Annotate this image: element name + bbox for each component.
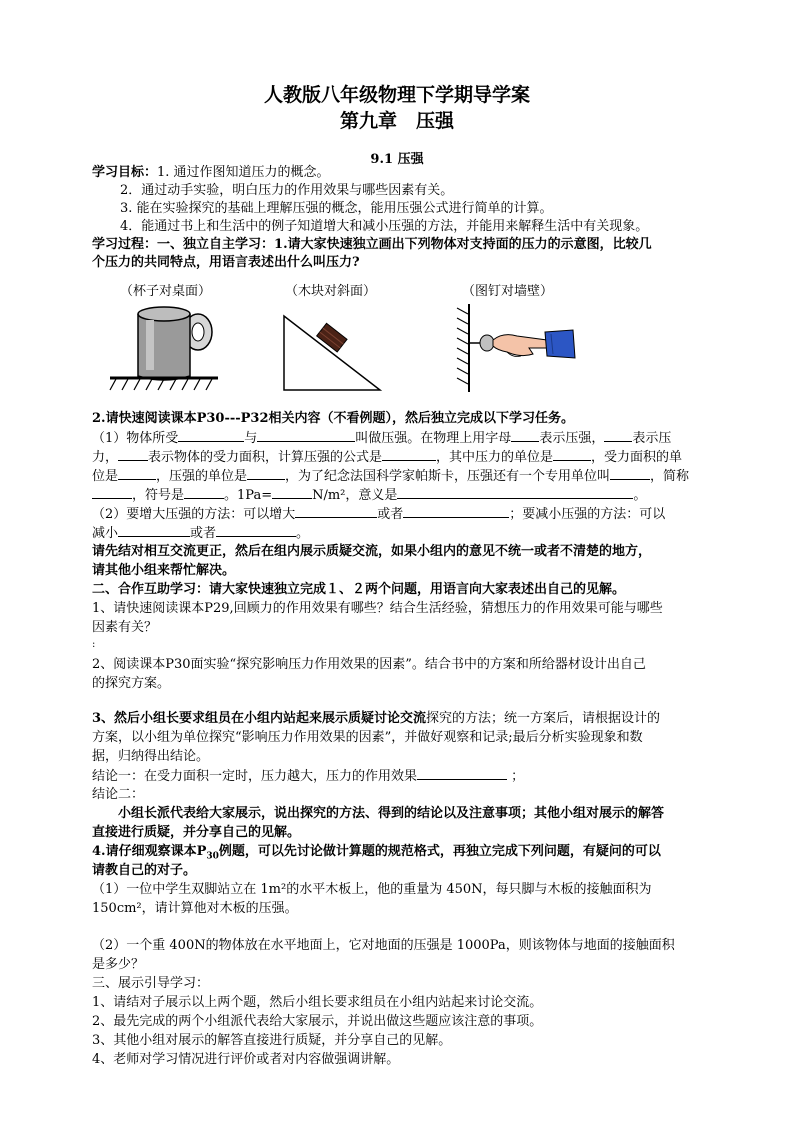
chapter-title: 第九章 压强 — [339, 110, 454, 132]
blank-input[interactable] — [257, 429, 355, 442]
process-label: 学习过程： — [92, 237, 158, 252]
section-title: 9.1 压强 — [370, 152, 424, 167]
part3-item-1: 1、请结对子展示以上两个题，然后小组长要求组员在小组内站起来讨论交流。 — [92, 995, 543, 1010]
q4-line-2: 请教自己的对子。 — [92, 863, 197, 878]
q4-page-sub: 30 — [206, 851, 219, 862]
process-q1-line-2: 个压力的共同特点，用语言表述出什么叫压力? — [92, 255, 360, 270]
blank-input[interactable] — [216, 524, 296, 537]
calc1-line-1: （1）一位中学生双脚站立在 1m²的水平木板上，他的重量为 450N，每只脚与木板的接触面积为 — [92, 882, 652, 897]
part2-title: 二、合作互助学习：请大家快速独立完成１、２两个问题，用语言向大家表述出自己的见解。 — [92, 582, 626, 597]
conclusion-1 — [92, 767, 524, 786]
blank-input[interactable] — [610, 467, 650, 480]
fill1-text: ，简称 — [650, 469, 690, 484]
blank-input[interactable] — [397, 486, 633, 499]
p2q3-bold: 3、然后小组长要求组员在小组内站起来展示质疑讨论交流 — [92, 711, 427, 726]
calc1-line-2: 150cm²，请计算他对木板的压强。 — [92, 901, 298, 916]
p2q1-line-1: 1、请快速阅读课本P29,回顾力的作用效果有哪些？结合生活经验，猜想压力的作用效果可能与哪些 — [92, 601, 663, 616]
fill1-text: 表示压 — [632, 431, 672, 446]
fill2-text: 减小 — [92, 526, 119, 541]
fill2-text: ；要减小压强的方法：可以 — [509, 507, 666, 522]
p2q3-line-1 — [92, 710, 660, 728]
calc2-line-2: 是多少？ — [92, 957, 145, 972]
blank-input[interactable] — [553, 448, 591, 461]
thumbtack-figure — [455, 302, 580, 394]
part3-title: 三、展示引导学习： — [92, 976, 210, 991]
blank-input[interactable] — [272, 486, 312, 499]
q2-title: 2.请快速阅读课本P30---P32相关内容（不看例题），然后独立完成以下学习任务。 — [92, 411, 574, 426]
goal-line-1 — [92, 164, 330, 182]
goal-2: 2．通过动手实验，明白压力的作用效果与哪些因素有关。 — [120, 183, 454, 198]
blank-input[interactable] — [417, 767, 507, 780]
conclusion-1-text: 结论一：在受力面积一定时，压力越大，压力的作用效果 — [92, 769, 418, 784]
conclusion-1-end: ； — [511, 769, 525, 784]
part1-title: 一、独立自主学习： — [157, 237, 275, 252]
note-line-2: 请其他小组来帮忙解决。 — [92, 563, 236, 578]
fill2-text: 。 — [296, 526, 310, 541]
fill1-text: N/m²，意义是 — [312, 488, 398, 503]
caption-pin: （图钉对墙壁） — [462, 284, 554, 299]
caption-wedge: （木块对斜面） — [285, 284, 377, 299]
fill1-text: ，受力面积的单 — [591, 450, 683, 465]
part3-item-2: 2、最先完成的两个小组派代表给大家展示，并说出做这些题应该注意的事项。 — [92, 1014, 543, 1029]
goal-3: 3. 能在实验探究的基础上理解压强的概念，能用压强公式进行简单的计算。 — [120, 201, 553, 216]
calc2-line-1: （2）一个重 400N的物体放在水平地面上，它对地面的压强是 1000Pa，则该物体与地面的接触面积 — [92, 938, 675, 953]
cup-figure — [110, 300, 220, 395]
fill1-text: 。1Pa= — [224, 488, 273, 503]
blank-input[interactable] — [604, 429, 632, 442]
fill2-text: 或者 — [377, 507, 404, 522]
blank-input[interactable] — [178, 429, 244, 442]
fill1-line-1 — [92, 429, 671, 448]
fill1-text: ，符号是 — [132, 488, 185, 503]
fill1-text: 与 — [244, 431, 258, 446]
p2q3-normal: 探究的方法；统一方案后，请根据设计的 — [426, 711, 661, 726]
p2q3-line-3: 据，归纳得出结论。 — [92, 749, 210, 764]
fill2-text: （2）要增大压强的方法：可以增大 — [92, 507, 296, 522]
fill2-line-2 — [92, 524, 309, 543]
show-line-1: 小组长派代表给大家展示，说出探究的方法、得到的结论以及注意事项；其他小组对展示的解答 — [92, 806, 665, 821]
incline-figure — [282, 310, 382, 392]
part3-item-4: 4、老师对学习情况进行评价或者对内容做强调讲解。 — [92, 1052, 400, 1067]
process-q1-line-1 — [92, 236, 652, 254]
blank-input[interactable] — [511, 429, 539, 442]
blank-input[interactable] — [403, 505, 509, 518]
fill1-line-2 — [92, 448, 682, 467]
blank-input[interactable] — [247, 467, 285, 480]
blank-input[interactable] — [295, 505, 377, 518]
fill1-text: 力， — [92, 450, 119, 465]
blank-input[interactable] — [382, 448, 436, 461]
fill1-text: ，为了纪念法国科学家帕斯卡，压强还有一个专用单位叫 — [285, 469, 611, 484]
conclusion-2: 结论二： — [92, 787, 145, 802]
blank-input[interactable] — [184, 486, 224, 499]
fill1-text: （1）物体所受 — [92, 431, 179, 446]
part3-item-3: 3、其他小组对展示的解答直接进行质疑，并分享自己的见解。 — [92, 1033, 452, 1048]
show-line-2: 直接进行质疑，并分享自己的见解。 — [92, 825, 301, 840]
fill1-text: 。 — [633, 488, 647, 503]
goal-1: 1. 通过作图知道压力的概念。 — [157, 165, 330, 180]
blank-input[interactable] — [118, 448, 148, 461]
p2q2-line-1: 2、阅读课本P30面实验“探究影响压力作用效果的因素”。结合书中的方案和所给器材设计出自己 — [92, 657, 646, 672]
p2q1-line-2: 因素有关？ — [92, 620, 158, 635]
fill1-line-3 — [92, 467, 689, 486]
fill1-line-4 — [92, 486, 646, 505]
q1-text: 1.请大家快速独立画出下列物体对支持面的压力的示意图，比较几 — [274, 237, 652, 252]
p2q2-line-2: 的探究方案。 — [92, 676, 171, 691]
blank-input[interactable] — [118, 524, 190, 537]
p2q3-line-2: 方案，以小组为单位探究“影响压力作用效果的因素”，并做好观察和记录;最后分析实验现象和数 — [92, 730, 643, 745]
fill2-text: 或者 — [190, 526, 217, 541]
goal-4: 4．能通过书上和生活中的例子知道增大和减小压强的方法，并能用来解释生活中有关现象。 — [120, 219, 649, 234]
fill1-text: 表示物体的受力面积，计算压强的公式是 — [148, 450, 383, 465]
goals-label: 学习目标： — [92, 165, 158, 180]
blank-input[interactable] — [92, 486, 132, 499]
caption-cup: （杯子对桌面） — [120, 284, 212, 299]
stray-colon: : — [92, 639, 96, 650]
q4-text: 4.请仔细观察课本P — [92, 844, 207, 859]
fill1-text: ，其中压力的单位是 — [436, 450, 554, 465]
blank-input[interactable] — [118, 467, 156, 480]
note-line-1: 请先结对相互交流更正，然后在组内展示质疑交流，如果小组内的意见不统一或者不清楚的地方， — [92, 544, 652, 559]
fill2-line-1 — [92, 505, 665, 524]
fill1-text: ，压强的单位是 — [156, 469, 248, 484]
q4-text: 例题，可以先讨论做计算题的规范格式，再独立完成下列问题，有疑问的可以 — [218, 844, 661, 859]
fill1-text: 叫做压强。在物理上用字母 — [355, 431, 512, 446]
fill1-text: 位是 — [92, 469, 119, 484]
fill1-text: 表示压强， — [539, 431, 605, 446]
document-title: 人教版八年级物理下学期导学案 — [263, 84, 530, 106]
